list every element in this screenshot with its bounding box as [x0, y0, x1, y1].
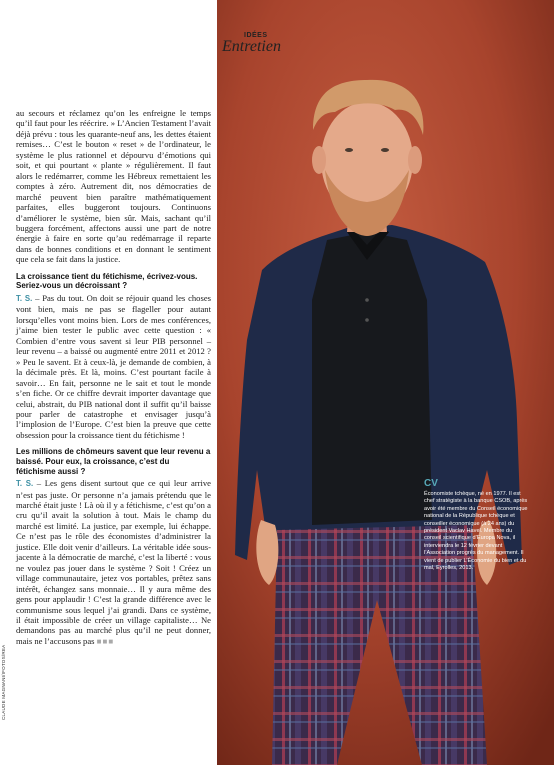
article-body	[16, 108, 211, 647]
speaker-initials: T. S.	[16, 479, 34, 489]
question-2: Les millions de chômeurs savent que leur revenu a baissé. Pour eux, la croissance, c’est du fétichisme aussi ?	[16, 447, 211, 476]
answer-2: – Les gens disent surtout que ce qui leur arrive n’est pas juste. Or personne n’a jamais prétendu que le marché était juste ! Là où il y a fétichisme, c’est qu’on a cru qu’il avait la solution à tout. Mais le champ du marché est limité. La justice, par exemple, lui échappe. Ce n’est pas le rôle des économistes d’administrer la justice. Elle doit venir d’ailleurs. La véritable idée sous-jacente à la démocratie de marché, c’est la liberté : vous ne voulez pas jouer dans le système ? Soit ! Créez un village communautaire, jetez vos portables, prêtez sans intérêt, échangez sans monnaie… Il y aura même des gens pour applaudir ! C’est la grande différence avec le communisme sous lequel j’ai grandi. Dans ce système, il était impossible de créer un village capitaliste… Ne demandons pas au marché plus qu’il ne peut donner, mais ne l’accusons pas	[16, 478, 211, 646]
paragraph-1: au secours et réclamez qu’on les enfreigne le temps qu’il faut pour les réécrire. » L’Ancien Testament l’avait déjà prévu : tous les quarante-neuf ans, les dettes étaient remises… C’est le bouton « reset » de l’ordinateur, le système le plus rationnel et dépourvu d’émotions qui soit, et qui pourtant « plante » régulièrement. Il faut alors le redémarrer, comme les Hébreux remettaient les comptes à zéro. Autrement dit, nos démocraties de marché peuvent bien paraître mathématiquement parfaites, elles buggeront toujours. Continuons d’améliorer le système, bien sûr. Mais, sachant qu’il buggera forcément, affectons aussi une part de notre énergie à faire en sorte qu’au redémarrage il reparte dans de bonnes conditions et en donnant le sentiment que cela se fait dans la justice.	[16, 108, 211, 265]
cv-text: Économiste tchèque, né en 1977. Il est chef stratégiste à la banque CSOB, après avoir été membre du Conseil économique national de la République tchèque et conseiller économique (à 24 ans) du président Vaclav Havel. Membre du conseil scientifique d’Europa Nova, il interviendra le 12 février devant l’Association progrès du management. Il vient de publier L’Économie du bien et du mal, Eyrolles, 2013.	[424, 491, 528, 572]
section-title: Entretien	[222, 38, 281, 55]
article-column	[0, 0, 217, 765]
continue-mark: ■■■	[96, 636, 115, 646]
cv-box	[424, 478, 529, 572]
paragraph-3	[16, 478, 211, 647]
portrait-photo	[217, 0, 554, 765]
answer-1: – Pas du tout. On doit se réjouir quand les choses vont bien, mais ne pas se flageller pour autant lorsqu’elles vont moins bien. Lors de mes conférences, j’aime bien tester le public avec cette question : « Combien d’entre vous savent si leur PIB personnel – leur revenu – a baissé ou augmenté entre 2011 et 2012 ? » Peu le savent. Et à ceux-là, je demande de combien, à la décimale près. Et là, moins. C’est pourtant facile à savoir… En fait, personne ne le sait et tout le monde s’en fiche. Or ce chiffre devrait importer davantage que celui, abstrait, du PIB national dont il suffit qu’il baisse pour parler de catastrophe et envisager jusqu’à l’implosion de l’Europe. C’est bien la preuve que cette obsession pour la croissance tient du fétichisme !	[16, 292, 211, 440]
paragraph-2	[16, 293, 211, 440]
section-header	[222, 32, 281, 55]
speaker-initials: T. S.	[16, 293, 33, 303]
section-label: IDÉES	[244, 32, 268, 39]
portrait-illustration	[217, 0, 554, 765]
photo-credit: CLAUDE MAGNANI/IFOTOS/REA	[1, 644, 6, 720]
cv-label: CV	[424, 478, 438, 489]
question-1: La croissance tient du fétichisme, écrivez-vous. Seriez-vous un décroissant ?	[16, 271, 198, 291]
